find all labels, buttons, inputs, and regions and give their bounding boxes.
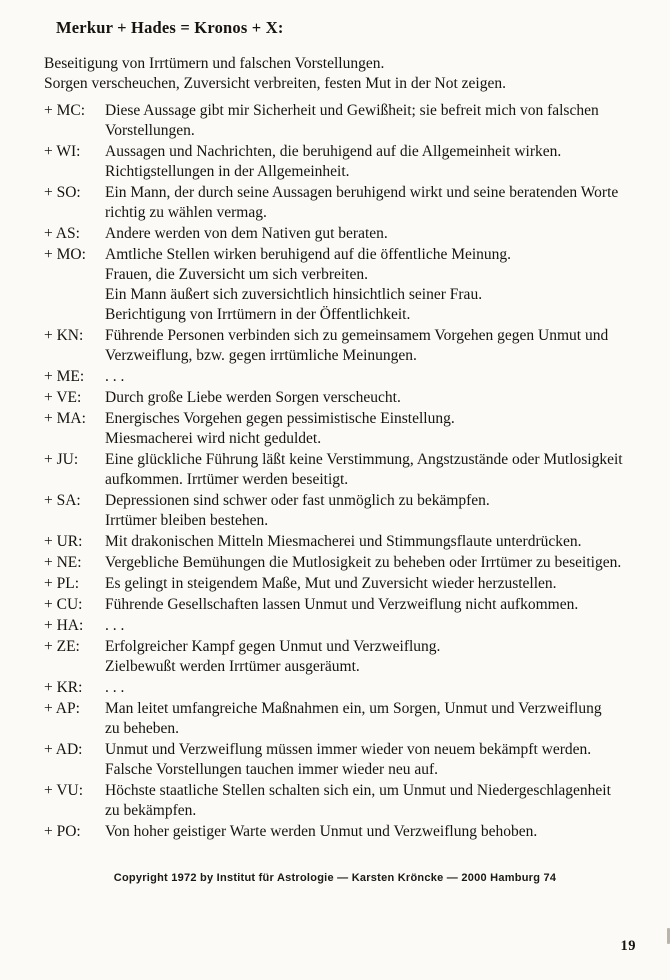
entry-text-line: Es gelingt in steigendem Maße, Mut und Zuversicht wieder herzustellen. — [105, 575, 557, 592]
entry-row — [44, 183, 662, 223]
entry-text-line: Eine glückliche Führung läßt keine Verstimmung, Angstzustände oder Mutlosigkeit — [105, 451, 623, 468]
entry-text-line: Berichtigung von Irrtümern in der Öffentlichkeit. — [105, 306, 411, 323]
entry-text — [105, 574, 662, 594]
entry-text — [105, 637, 662, 677]
entry-text — [105, 740, 662, 780]
entry-label: + HA: — [44, 617, 84, 634]
entry-label: + AD: — [44, 741, 83, 758]
entry-text-line: Miesmacherei wird nicht geduldet. — [105, 430, 322, 447]
entry-text-line: Von hoher geistiger Warte werden Unmut und Verzweiflung behoben. — [105, 823, 538, 840]
entry-text — [105, 491, 662, 531]
entry-text — [105, 450, 662, 490]
entry-text-line: Vorstellungen. — [105, 122, 195, 139]
entry-text-line: Frauen, die Zuversicht um sich verbreiten. — [105, 266, 368, 283]
entry-text-line: Erfolgreicher Kampf gegen Unmut und Verzweiflung. — [105, 638, 441, 655]
entry-text — [105, 101, 662, 141]
entry-text-line: Zielbewußt werden Irrtümer ausgeräumt. — [105, 658, 360, 675]
entry-label: + MC: — [44, 102, 86, 119]
entry-row — [44, 595, 662, 615]
entry-text — [105, 142, 662, 182]
entry-row — [44, 822, 662, 842]
entry-text — [105, 781, 662, 821]
entry-text-line: Höchste staatliche Stellen schalten sich ein, um Unmut und Niedergeschlagenheit — [105, 782, 611, 799]
entry-row — [44, 388, 662, 408]
entry-label: + JU: — [44, 451, 79, 468]
entry-text — [105, 367, 662, 387]
entry-label: + NE: — [44, 554, 82, 571]
entry-text — [105, 678, 662, 698]
entry-row — [44, 245, 662, 325]
entry-label: + AS: — [44, 225, 80, 242]
entry-text — [105, 388, 662, 408]
entry-text-line: Amtliche Stellen wirken beruhigend auf die öffentliche Meinung. — [105, 246, 512, 263]
entry-label: + ME: — [44, 368, 85, 385]
entry-text-line: Depressionen sind schwer oder fast unmöglich zu bekämpfen. — [105, 492, 490, 509]
entry-row — [44, 678, 662, 698]
entry-text-line: Richtigstellungen in der Allgemeinheit. — [105, 163, 350, 180]
entry-text-line: Irrtümer bleiben bestehen. — [105, 512, 269, 529]
entry-row — [44, 326, 662, 366]
entry-row — [44, 450, 662, 490]
entry-text — [105, 553, 662, 573]
entry-row — [44, 532, 662, 552]
entry-row — [44, 637, 662, 677]
entry-row — [44, 781, 662, 821]
entry-text-line: zu beheben. — [105, 720, 180, 737]
entry-row — [44, 491, 662, 531]
entry-text-line: Verzweiflung, bzw. gegen irrtümliche Meinungen. — [105, 347, 417, 364]
entry-text — [105, 224, 662, 244]
entry-row — [44, 553, 662, 573]
entry-row — [44, 409, 662, 449]
entry-row — [44, 699, 662, 739]
entry-label: + VU: — [44, 782, 84, 799]
entry-text-line: aufkommen. Irrtümer werden beseitigt. — [105, 471, 349, 488]
entry-text-line: Durch große Liebe werden Sorgen verscheucht. — [105, 389, 401, 406]
copyright-footer: Copyright 1972 by Institut für Astrologie — Karsten Kröncke — 2000 Hamburg 74 — [113, 872, 557, 884]
entry-text-line: . . . — [105, 368, 125, 385]
entry-label: + KN: — [44, 327, 84, 344]
entry-text — [105, 409, 662, 449]
page-title: Merkur + Hades = Kronos + X: — [56, 18, 284, 37]
entry-row — [44, 616, 662, 636]
entry-text — [105, 532, 662, 552]
entry-label: + WI: — [44, 143, 81, 160]
entry-label: + VE: — [44, 389, 82, 406]
entry-row — [44, 101, 662, 141]
entry-label: + PO: — [44, 823, 81, 840]
entry-text-line: Führende Gesellschaften lassen Unmut und Verzweiflung nicht aufkommen. — [105, 596, 579, 613]
entry-label: + MA: — [44, 410, 86, 427]
entry-label: + KR: — [44, 679, 83, 696]
entry-text-line: Aussagen und Nachrichten, die beruhigend auf die Allgemeinheit wirken. — [105, 143, 562, 160]
entry-row — [44, 574, 662, 594]
entry-text-line: Energisches Vorgehen gegen pessimistische Einstellung. — [105, 410, 455, 427]
entry-label: + UR: — [44, 533, 83, 550]
intro-paragraph — [44, 54, 662, 94]
entry-text-line: Diese Aussage gibt mir Sicherheit und Gewißheit; sie befreit mich von falschen — [105, 102, 599, 119]
entry-text-line: Ein Mann, der durch seine Aussagen beruhigend wirkt und seine beratenden Worte — [105, 184, 619, 201]
intro-line: Beseitigung von Irrtümern und falschen Vorstellungen. — [44, 55, 385, 72]
entry-label: + CU: — [44, 596, 83, 613]
entry-text-line: Falsche Vorstellungen tauchen immer wieder neu auf. — [105, 761, 439, 778]
entry-text-line: Führende Personen verbinden sich zu gemeinsamem Vorgehen gegen Unmut und — [105, 327, 609, 344]
entry-text-line: Unmut und Verzweiflung müssen immer wieder von neuem bekämpft werden. — [105, 741, 592, 758]
entry-text-line: zu bekämpfen. — [105, 802, 197, 819]
entry-label: + PL: — [44, 575, 80, 592]
entry-row — [44, 142, 662, 182]
entry-label: + ZE: — [44, 638, 80, 655]
entry-text — [105, 245, 662, 325]
entry-label: + MO: — [44, 246, 86, 263]
entry-label: + AP: — [44, 700, 80, 717]
entry-text-line: Mit drakonischen Mitteln Miesmacherei und Stimmungsflaute unterdrücken. — [105, 533, 582, 550]
page-number: 19 — [620, 938, 636, 954]
entries-list — [44, 101, 662, 842]
entry-text — [105, 699, 662, 739]
entry-text-line: Andere werden von dem Nativen gut beraten. — [105, 225, 388, 242]
entry-text — [105, 595, 662, 615]
entry-label: + SO: — [44, 184, 81, 201]
entry-row — [44, 367, 662, 387]
entry-text — [105, 616, 662, 636]
entry-text — [105, 183, 662, 223]
entry-text-line: Vergebliche Bemühungen die Mutlosigkeit zu beheben oder Irrtümer zu beseitigen. — [105, 554, 622, 571]
entry-text — [105, 326, 662, 366]
entry-text — [105, 822, 662, 842]
entry-label: + SA: — [44, 492, 81, 509]
entry-row — [44, 740, 662, 780]
entry-text-line: . . . — [105, 679, 125, 696]
entry-text-line: richtig zu wählen vermag. — [105, 204, 267, 221]
entry-row — [44, 224, 662, 244]
entry-text-line: Ein Mann äußert sich zuversichtlich hinsichtlich seiner Frau. — [105, 286, 483, 303]
entry-text-line: . . . — [105, 617, 125, 634]
intro-line: Sorgen verscheuchen, Zuversicht verbreiten, festen Mut in der Not zeigen. — [44, 75, 506, 92]
entry-text-line: Man leitet umfangreiche Maßnahmen ein, um Sorgen, Unmut und Verzweiflung — [105, 700, 602, 717]
